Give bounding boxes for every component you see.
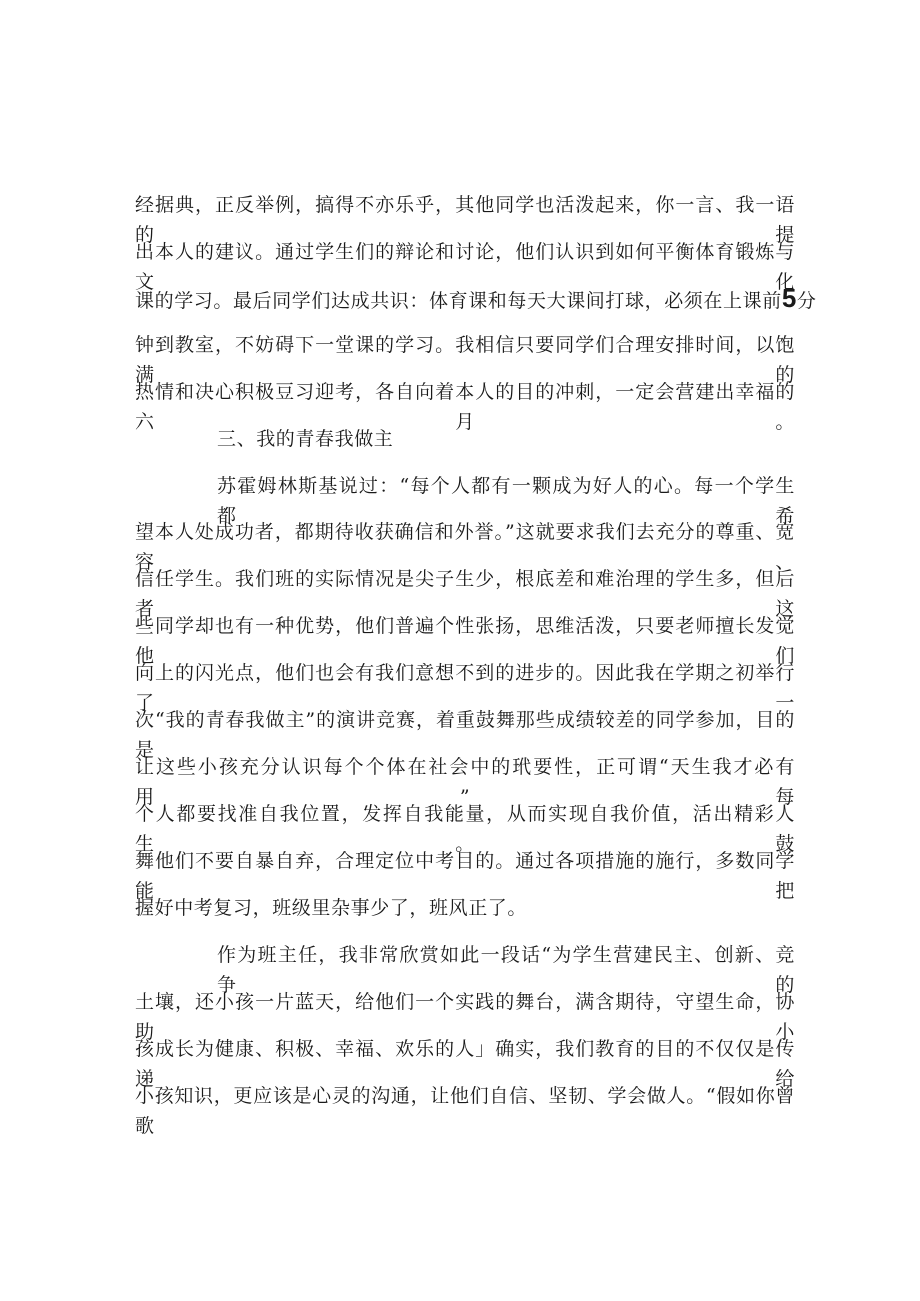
paragraph-line: 向上的闪光点，他们也会有我们意想不到的进步的。因此我在学期之初举行了一 [135, 662, 795, 714]
paragraph-line: 钟到教室，不妨碍下一堂课的学习。我相信只要同学们合理安排时间，以饱满的 [135, 334, 795, 386]
paragraph-line: 握好中考复习，班级里杂事少了，班风正了。 [135, 897, 528, 919]
paragraph-line: 苏霍姆林斯基说过：“每个人都有一颗成为好人的心。每一个学生都希 [217, 475, 795, 527]
paragraph-line: 出本人的建议。通过学生们的辩论和讨论，他们认识到如何平衡体育锻炼与文化 [135, 241, 795, 293]
paragraph-line: 望本人处成功者，都期待收获确信和外誉。”这就要求我们去充分的尊重、宽容、 [135, 521, 795, 573]
section-heading: 三、我的青春我做主 [217, 428, 394, 450]
paragraph-line [135, 283, 817, 313]
paragraph-line: 经据典，正反举例，搞得不亦乐乎，其他同学也活泼起来，你一言、我一语的提 [135, 194, 795, 246]
paragraph-line-text: 课的学习。最后同学们达成共识：体育课和每天大课间打球，必须在上课前 [135, 290, 782, 312]
paragraph-line: 信任学生。我们班的实际情况是尖子生少，根底差和难治理的学生多，但后者这 [135, 568, 795, 620]
paragraph-line: 个人都要找准自我位置，发挥自我能量，从而实现自我价值，活出精彩人生。鼓 [135, 803, 795, 855]
paragraph-line: 小孩知识，更应该是心灵的沟通，让他们自信、坚韧、学会做人。“假如你曾歌 [135, 1085, 795, 1137]
paragraph-line: 次“我的青春我做主”的演讲竞赛，着重鼓舞那些成绩较差的同学参加，目的是 [135, 709, 795, 761]
paragraph-line: 热情和决心积极豆习迎考，各自向着本人的目的冲刺，一定会营建出幸福的六月。 [135, 381, 795, 433]
paragraph-line-text: 分 [796, 290, 817, 312]
paragraph-line: 土壤，还小孩一片蓝天，给他们一个实践的舞台，满含期待，守望生命，协助小 [135, 991, 795, 1043]
paragraph-line: 些同学却也有一种优势，他们普遍个性张扬，思维活泼，只要老师擅长发觉他们 [135, 615, 795, 667]
paragraph-line: 舞他们不要自暴自弃，合理定位中考目的。通过各项措施的施行，多数同学能把 [135, 850, 795, 902]
paragraph-line: 让这些小孩充分认识每个个体在社会中的玳要性，正可谓“天生我才必有用”每 [135, 756, 795, 808]
paragraph-line: 孩成长为健康、积极、幸福、欢乐的人」确实，我们教育的目的不仅仅是传递给 [135, 1038, 795, 1090]
numeral-five: 5 [781, 283, 797, 313]
paragraph-line: 作为班主任，我非常欣赏如此一段话“为学生营建民主、创新、竞争的 [217, 944, 795, 996]
